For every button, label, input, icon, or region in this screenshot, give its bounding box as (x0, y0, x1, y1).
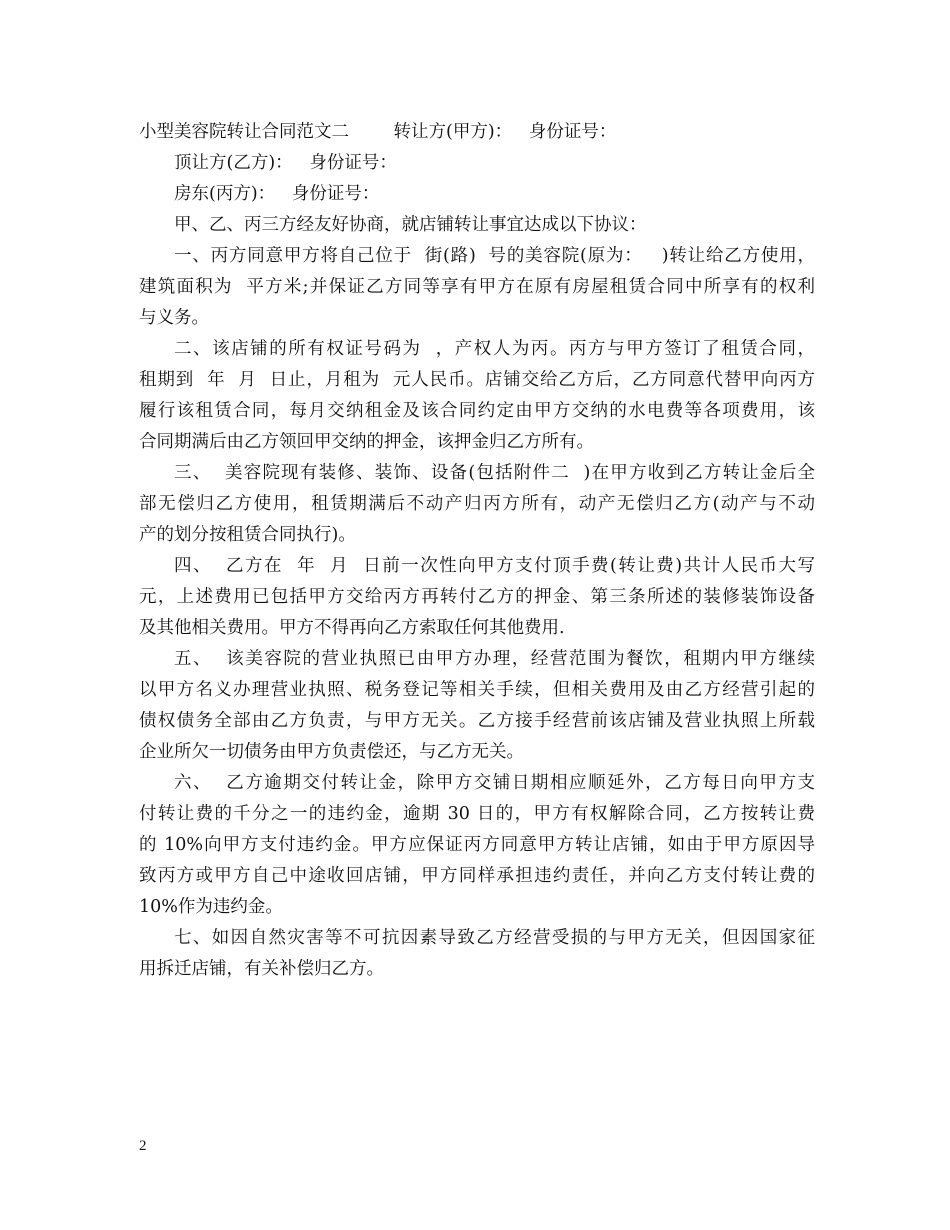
text-line: 元，上述费用已包括甲方交给丙方再转付乙方的押金、第三条所述的装修装饰设备 (139, 587, 815, 607)
text-line: 以甲方名义办理营业执照、税务登记等相关手续，但相关费用及由乙方经营引起的 (139, 680, 815, 700)
text-line: 顶让方(乙方)： 身份证号： (174, 153, 397, 173)
text-line: 部无偿归乙方使用，租赁期满后不动产归丙方所有，动产无偿归乙方(动产与不动 (139, 494, 815, 514)
text-line: 二、该店铺的所有权证号码为 ，产权人为丙。丙方与甲方签订了租赁合同， (174, 339, 815, 359)
document-body (139, 117, 815, 985)
text-line: 的 10%向甲方支付违约金。甲方应保证丙方同意甲方转让店铺，如由于甲方原因导 (139, 835, 815, 855)
text-line: 企业所欠一切债务由甲方负责偿还，与乙方无关。 (139, 742, 524, 762)
text-line: 租期到 年 月 日止，月租为 元人民币。店铺交给乙方后，乙方同意代替甲向丙方 (139, 370, 815, 390)
text-line: 建筑面积为 平方米;并保证乙方同等享有甲方在原有房屋租赁合同中所享有的权利 (139, 277, 815, 297)
text-line: 及其他相关费用。甲方不得再向乙方索取任何其他费用. (139, 618, 565, 638)
page-number: 2 (139, 1138, 147, 1154)
text-line: 债权债务全部由乙方负责，与甲方无关。乙方接手经营前该店铺及营业执照上所载 (139, 711, 815, 731)
text-line: 用拆迁店铺，有关补偿归乙方。 (139, 959, 384, 979)
text-line: 小型美容院转让合同范文二 转让方(甲方)： 身份证号： (139, 122, 617, 142)
text-line: 致丙方或甲方自己中途收回店铺，甲方同样承担违约责任，并向乙方支付转让费的 (139, 866, 815, 886)
text-line: 付转让费的千分之一的违约金，逾期 30 日的，甲方有权解除合同，乙方按转让费 (139, 804, 815, 824)
text-line: 四、 乙方在 年 月 日前一次性向甲方支付顶手费(转让费)共计人民币大写 (174, 556, 815, 576)
text-line: 合同期满后由乙方领回甲交纳的押金，该押金归乙方所有。 (139, 432, 594, 452)
text-line: 履行该租赁合同，每月交纳租金及该合同约定由甲方交纳的水电费等各项费用，该 (139, 401, 815, 421)
text-line: 甲、乙、丙三方经友好协商，就店铺转让事宜达成以下协议： (174, 215, 647, 235)
text-line: 房东(丙方)： 身份证号： (174, 184, 380, 204)
text-line: 七、如因自然灾害等不可抗因素导致乙方经营受损的与甲方无关，但因国家征 (174, 928, 815, 948)
text-line: 五、 该美容院的营业执照已由甲方办理，经营范围为餐饮，租期内甲方继续 (174, 649, 815, 669)
text-line: 与义务。 (139, 308, 209, 328)
text-line: 产的划分按租赁合同执行)。 (139, 525, 356, 545)
text-line: 10%作为违约金。 (139, 897, 283, 917)
text-line: 六、 乙方逾期交付转让金，除甲方交铺日期相应顺延外，乙方每日向甲方支 (174, 773, 815, 793)
text-line: 三、 美容院现有装修、装饰、设备(包括附件二 )在甲方收到乙方转让金后全 (174, 463, 815, 483)
text-line: 一、丙方同意甲方将自己位于 街(路) 号的美容院(原为： )转让给乙方使用， (174, 246, 815, 266)
